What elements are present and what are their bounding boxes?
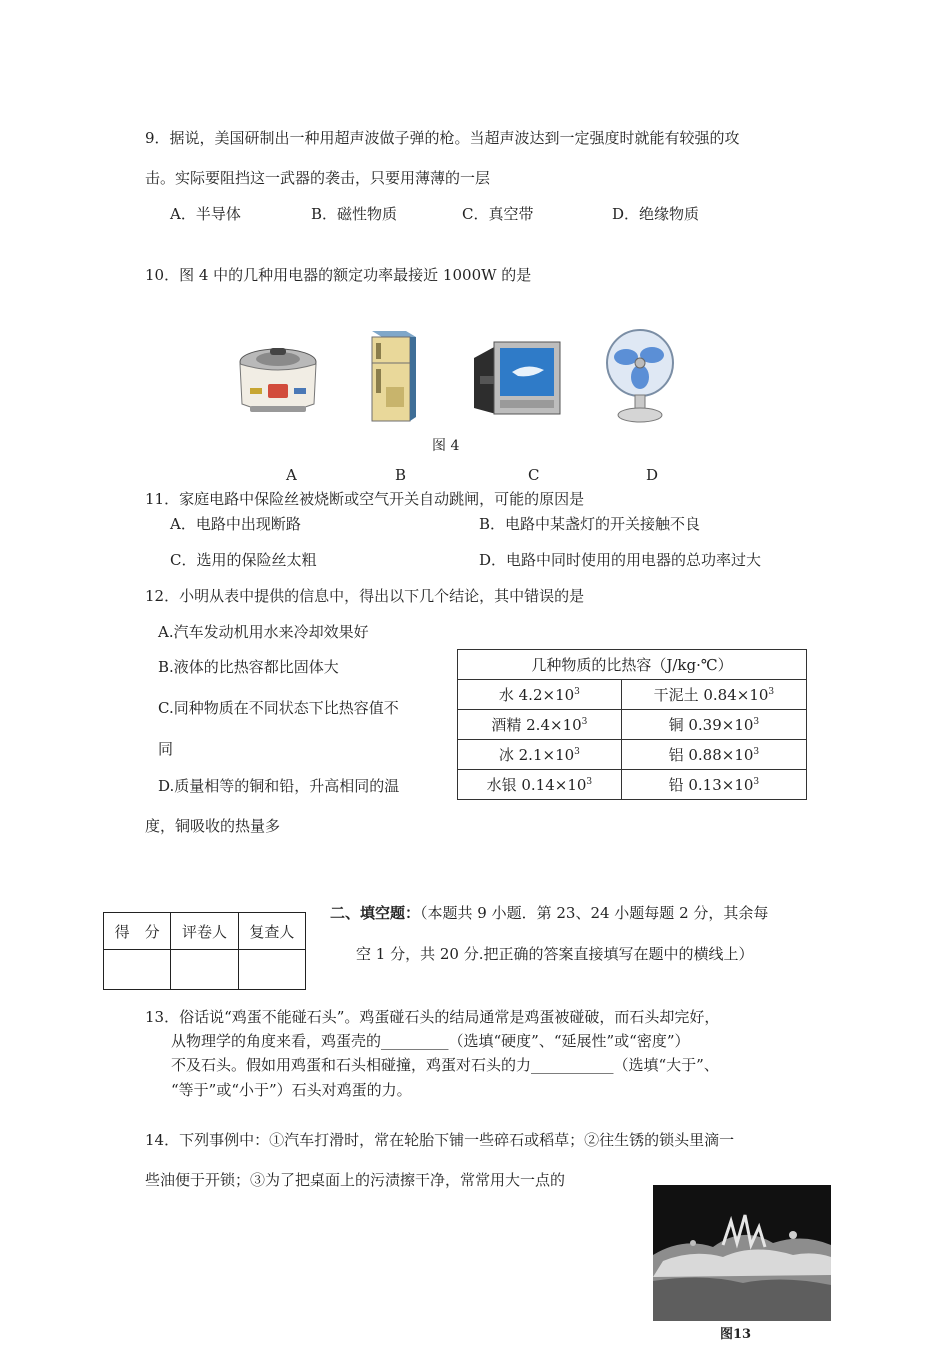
q14-line1: 14．下列事例中：①汽车打滑时，常在轮胎下铺一些碎石或稻草；②往生锈的锁头里滴一 [145, 1131, 735, 1149]
reviewer-field[interactable] [238, 950, 305, 990]
table-cell: 干泥土 $0.84\times 10^3$ [621, 680, 806, 710]
q9-option-d: D．绝缘物质 [612, 205, 700, 223]
q12-option-c-line2: 同 [158, 740, 174, 758]
section2-desc1: （本题共 9 小题．第 23、24 小题每题 2 分，其余每 [420, 904, 769, 922]
section2-desc2: 空 1 分，共 20 分.把正确的答案直接填写在题中的横线上） [356, 945, 754, 963]
table-row [458, 740, 807, 770]
q10-label-a: A [286, 466, 297, 484]
q9-option-c: C．真空带 [462, 205, 534, 223]
q12-option-a: A.汽车发动机用水来冷却效果好 [158, 623, 369, 641]
q11-option-c: C．选用的保险丝太粗 [170, 551, 317, 569]
grader-field[interactable] [171, 950, 238, 990]
grader-header: 评卷人 [171, 913, 238, 950]
q13-line2: 从物理学的角度来看，鸡蛋壳的_________（选填“硬度”、“延展性”或“密度”） [171, 1032, 690, 1050]
q10-label-c: C [528, 466, 540, 484]
score-header: 得 分 [104, 913, 171, 950]
q9-line2: 击。实际要阻挡这一武器的袭击，只要用薄薄的一层 [145, 169, 491, 187]
fig13-photo [653, 1185, 831, 1321]
q12-text: 12．小明从表中提供的信息中，得出以下几个结论，其中错误的是 [145, 587, 585, 605]
q13-line1: 13．俗话说“鸡蛋不能碰石头”。鸡蛋碰石头的结局通常是鸡蛋被碰破，而石头却完好， [145, 1008, 720, 1026]
table-cell: 酒精 $2.4\times 10^3$ [458, 710, 622, 740]
table-cell: 铜 $0.39\times 10^3$ [621, 710, 806, 740]
table-cell: 铝 $0.88\times 10^3$ [621, 740, 806, 770]
table-row [458, 680, 807, 710]
electric-fan-icon [600, 327, 680, 427]
q11-text: 11．家庭电路中保险丝被烧断或空气开关自动跳闸，可能的原因是 [145, 490, 585, 508]
q9-option-b: B．磁性物质 [311, 205, 398, 223]
fig4-caption: 图 4 [432, 438, 460, 454]
table-caption: 几种物质的比热容（J/kg·℃） [458, 650, 807, 680]
section2-heading: 二、填空题： [330, 904, 421, 922]
fig13-caption: 图13 [720, 1327, 752, 1342]
q12-option-b: B.液体的比热容都比固体大 [158, 658, 339, 676]
q9-line1: 9．据说，美国研制出一种用超声波做子弹的枪。当超声波达到一定强度时就能有较强的攻 [145, 129, 740, 147]
q11-option-b: B．电路中某盏灯的开关接触不良 [479, 515, 701, 533]
table-cell: 水 $4.2\times 10^3$ [458, 680, 622, 710]
q9-option-a: A．半导体 [170, 205, 241, 223]
refrigerator-icon [366, 327, 422, 425]
q10-text: 10．图 4 中的几种用电器的额定功率最接近 1000W 的是 [145, 266, 532, 284]
q10-label-b: B [395, 466, 407, 484]
q12-option-d-line2: 度，铜吸收的热量多 [145, 817, 281, 835]
table-cell: 水银 $0.14\times 10^3$ [458, 770, 622, 800]
table-row [458, 710, 807, 740]
q12-option-c-line1: C.同种物质在不同状态下比热容值不 [158, 699, 399, 717]
specific-heat-table [457, 649, 807, 800]
table-cell: 冰 $2.1\times 10^3$ [458, 740, 622, 770]
table-row [458, 770, 807, 800]
q10-label-d: D [646, 466, 659, 484]
q11-option-a: A．电路中出现断路 [170, 515, 301, 533]
score-field[interactable] [104, 950, 171, 990]
reviewer-header: 复查人 [238, 913, 305, 950]
q11-option-d: D．电路中同时使用的用电器的总功率过大 [479, 551, 762, 569]
q13-line4: “等于”或“小于”）石头对鸡蛋的力。 [171, 1081, 412, 1099]
television-icon [472, 338, 564, 422]
rice-cooker-icon [232, 342, 324, 422]
q13-line3: 不及石头。假如用鸡蛋和石头相碰撞，鸡蛋对石头的力___________（选填“大于”、 [171, 1056, 719, 1074]
section2-header [330, 903, 768, 923]
q14-line2: 些油便于开锁；③为了把桌面上的污渍擦干净，常常用大一点的 [145, 1171, 566, 1189]
score-box [103, 912, 306, 990]
q12-option-d-line1: D.质量相等的铜和铅，升高相同的温 [158, 777, 400, 795]
table-cell: 铅 $0.13\times 10^3$ [621, 770, 806, 800]
